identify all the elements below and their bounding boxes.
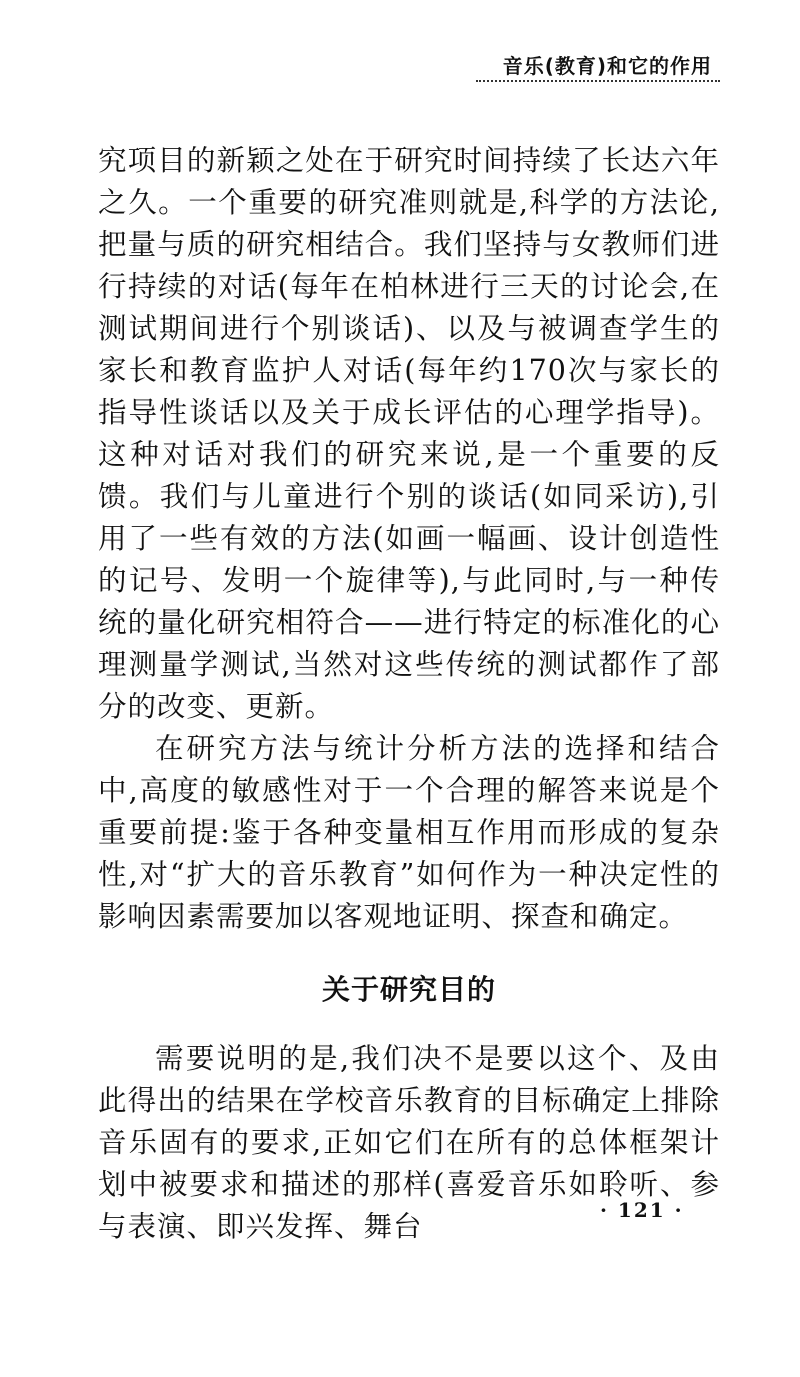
paragraph-methods: 在研究方法与统计分析方法的选择和结合中,高度的敏感性对于一个合理的解答来说是个重要前提:鉴于各种变量相互作用而形成的复杂性,对“扩大的音乐教育”如何作为一种决定性的影响因素需要加以客观地证明、探查和确定。 [98, 732, 720, 933]
body-text [98, 140, 720, 1248]
header-dotted-rule [476, 80, 720, 82]
page-number: · 121 · [600, 1198, 684, 1222]
section-heading: 关于研究目的 [321, 973, 496, 1006]
running-header-title: 音乐(教育)和它的作用 [502, 54, 712, 78]
paragraph-continued: 究项目的新颖之处在于研究时间持续了长达六年之久。一个重要的研究准则就是,科学的方法论,把量与质的研究相结合。我们坚持与女教师们进行持续的对话(每年在柏林进行三天的讨论会,在测试期间进行个别谈话)、以及与被调查学生的家长和教育监护人对话(每年约170次与家长的指导性谈话以及关于成长评估的心理学指导)。这种对话对我们的研究来说,是一个重要的反馈。我们与儿童进行个别的谈话(如同采访),引用了一些有效的方法(如画一幅画、设计创造性的记号、发明一个旋律等),与此同时,与一种传统的量化研究相符合——进行特定的标准化的心理测量学测试,当然对这些传统的测试都作了部分的改变、更新。 [98, 144, 720, 723]
paragraph-research-aim: 需要说明的是,我们决不是要以这个、及由此得出的结果在学校音乐教育的目标确定上排除音乐固有的要求,正如它们在所有的总体框架计划中被要求和描述的那样(喜爱音乐如聆听、参与表演、即兴发挥、舞台 [98, 1042, 720, 1243]
